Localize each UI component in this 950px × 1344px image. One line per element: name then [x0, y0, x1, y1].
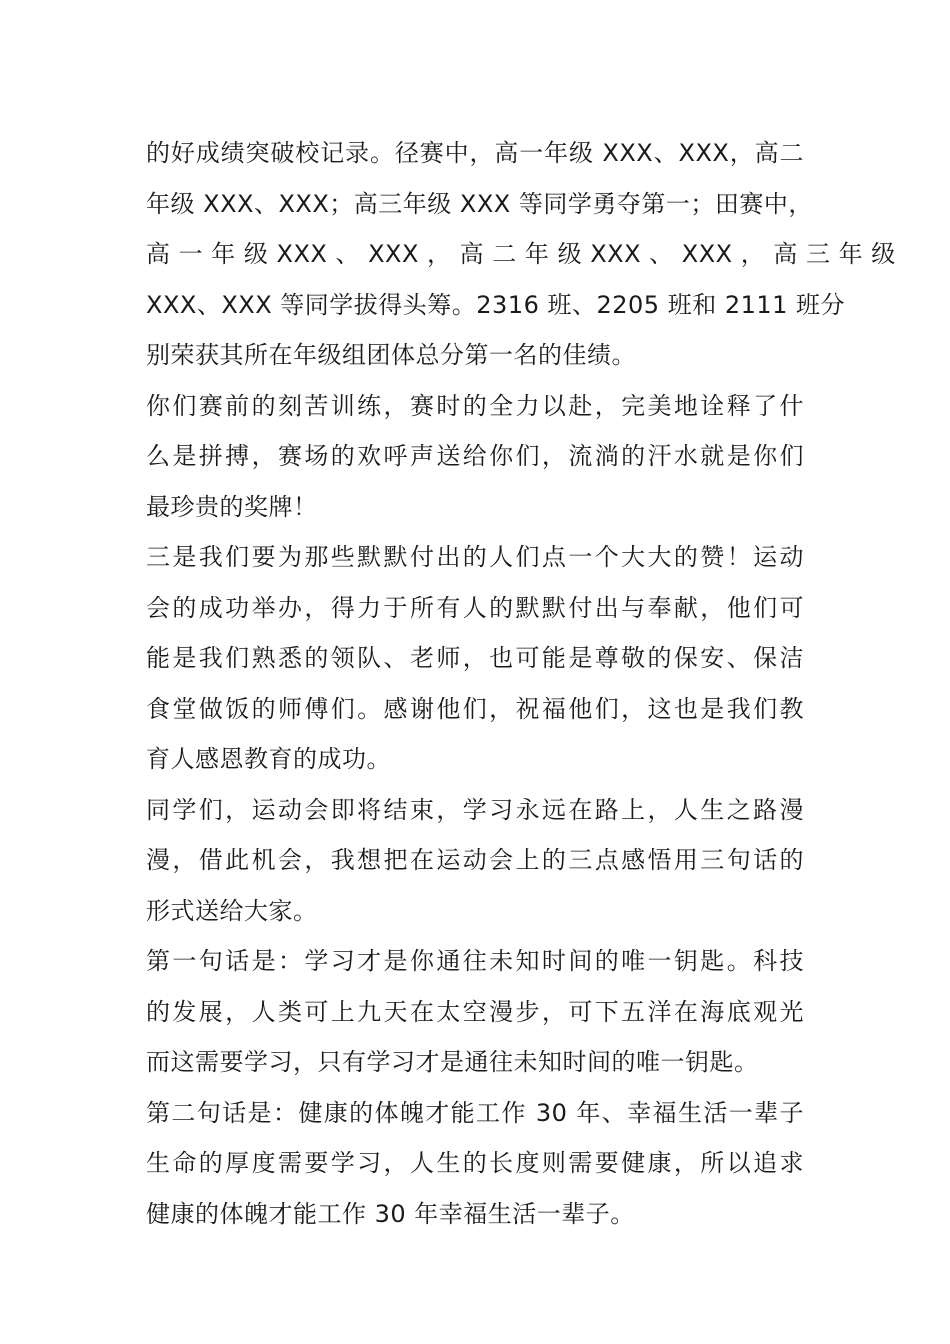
paragraph-praise [146, 381, 804, 533]
paragraph-results [146, 128, 896, 381]
text-line: 健康的体魄才能工作 30 年幸福生活一辈子。 [146, 1199, 635, 1228]
text-line: 别荣获其所在年级组团体总分第一名的佳绩。 [146, 341, 636, 369]
text-line: 的发展，人类可上九天在太空漫步，可下五洋在海底观光 [146, 997, 804, 1026]
paragraph-thanks [146, 532, 804, 785]
text-line: 能是我们熟悉的领队、老师，也可能是尊敬的保安、保洁 [146, 644, 804, 672]
text-line: 漫，借此机会，我想把在运动会上的三点感悟用三句话的 [146, 846, 804, 874]
text-line: 高 一 年 级 XXX 、 XXX ， 高 二 年 级 XXX 、 XXX ， 高 三 年 级 [146, 240, 896, 268]
text-line: 会的成功举办，得力于所有人的默默付出与奉献，他们可 [146, 593, 804, 622]
text-line: 第一句话是：学习才是你通往未知时间的唯一钥匙。科技 [146, 947, 804, 975]
text-line: 的好成绩突破校记录。径赛中，高一年级 XXX、XXX，高二 [146, 139, 804, 167]
text-line: 形式送给大家。 [146, 896, 318, 925]
paragraph-intro-sayings [146, 785, 804, 937]
paragraph-second-saying [146, 1088, 804, 1240]
text-line: 三是我们要为那些默默付出的人们点一个大大的赞！运动 [146, 543, 804, 571]
text-line: 食堂做饭的师傅们。感谢他们，祝福他们，这也是我们教 [146, 694, 804, 723]
paragraph-first-saying [146, 936, 804, 1088]
text-line: 你们赛前的刻苦训练，赛时的全力以赴，完美地诠释了什 [146, 391, 804, 420]
text-line: 么是拼搏，赛场的欢呼声送给你们，流淌的汗水就是你们 [146, 442, 804, 470]
text-line: 生命的厚度需要学习，人生的长度则需要健康，所以追求 [146, 1149, 804, 1177]
text-line: 最珍贵的奖牌！ [146, 492, 318, 521]
text-line: 育人感恩教育的成功。 [146, 745, 391, 773]
text-line: XXX、XXX 等同学拔得头筹。2316 班、2205 班和 2111 班分 [146, 290, 846, 319]
text-line: 第二句话是：健康的体魄才能工作 30 年、幸福生活一辈子 [146, 1098, 804, 1127]
text-line: 而这需要学习，只有学习才是通往未知时间的唯一钥匙。 [146, 1048, 759, 1076]
text-line: 年级 XXX、XXX；高三年级 XXX 等同学勇夺第一；田赛中， [146, 189, 813, 218]
document-body [146, 128, 896, 1239]
text-line: 同学们，运动会即将结束，学习永远在路上，人生之路漫 [146, 795, 804, 824]
